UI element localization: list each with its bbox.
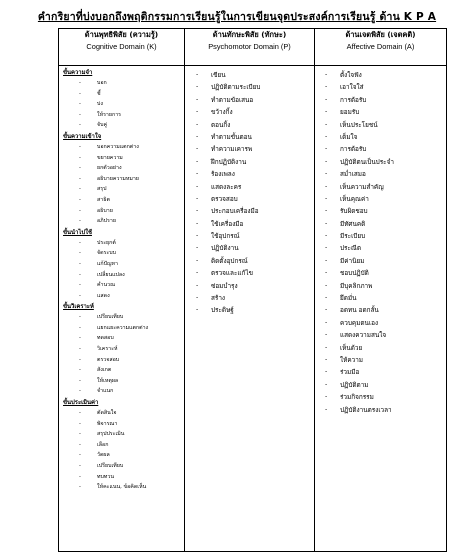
bullet-dash: - [196,256,199,264]
psychomotor-column-cell [185,66,315,552]
list-item [185,292,314,304]
verb-text: สรุป [97,186,107,193]
verb-text: ทบทวน [97,473,114,480]
verb-text: สม่ำเสมอ [340,170,366,179]
list-item [59,291,184,302]
verb-text: จำแนก [97,388,114,395]
list-item [185,143,314,155]
cognitive-heading-english: Cognitive Domain (K) [86,42,157,51]
bullet-dash: - [79,196,81,203]
bullet-dash: - [79,207,81,214]
list-item [315,94,446,106]
affective-column-cell [315,66,447,552]
list-item [185,205,314,217]
verb-text: สรุปประเมิน [97,431,125,438]
verb-text: ปฏิบัติตามระเบียบ [211,83,261,92]
list-item [315,193,446,205]
bullet-dash: - [325,281,328,289]
list-item [185,168,314,180]
bullet-dash: - [325,120,328,128]
verb-text: เห็นด้วย [340,343,363,352]
list-item [185,131,314,143]
section-heading: ขั้นวิเคราะห์ [63,304,94,311]
list-item [185,193,314,205]
list-item [185,106,314,118]
bullet-dash: - [325,157,328,165]
list-item [315,317,446,329]
verb-text: เปรียบเทียบ [97,463,124,469]
list-item [315,242,446,254]
verb-text: มีระเบียบ [340,232,366,241]
bullet-dash: - [325,244,328,252]
bullet-dash: - [196,294,199,302]
list-item [315,156,446,168]
list-item [59,142,184,153]
list-item [59,376,184,387]
verb-text: ยกตัวอย่าง [97,165,122,172]
verb-text: ปฏิบัติงานตรงเวลา [340,405,392,414]
bullet-dash: - [196,132,199,140]
behavior-verbs-table [58,28,447,552]
verb-text: ตอนกิ้ง [211,120,231,129]
list-item [315,342,446,354]
list-item [315,218,446,230]
verb-text: เปลี่ยนแปลง [97,271,125,278]
verb-text: อภิปราย [97,218,116,225]
list-item [315,168,446,180]
bullet-dash: - [196,194,199,202]
list-item [59,174,184,185]
verb-text: บอก [97,80,107,86]
list-item [59,195,184,206]
page-title: คำกริยาที่บ่งบอกถึงพฤติกรรมการเรียนรู้ในการเขียนจุดประสงค์การเรียนรู้ ด้าน K P A [37,11,437,23]
list-item [59,99,184,110]
bullet-dash: - [196,170,199,178]
list-item [315,354,446,366]
verb-text: เห็นคุณค่า [340,194,369,203]
verb-text: ตรวจสอบ [211,194,238,203]
list-item [315,292,446,304]
bullet-dash: - [325,71,328,78]
bullet-dash: - [325,368,328,376]
bullet-dash: - [325,182,328,190]
list-item [59,365,184,376]
list-item [59,461,184,472]
list-item [59,238,184,249]
list-item [185,94,314,106]
bullet-dash: - [325,380,328,388]
bullet-dash: - [196,207,199,215]
verb-text: ปฏิบัติตาม [340,380,369,389]
bullet-dash: - [79,186,81,193]
list-item [315,143,446,155]
list-item [59,355,184,366]
section-heading: ขั้นนำไปใช้ [63,229,92,236]
list-item [59,163,184,174]
bullet-dash: - [79,377,81,384]
verb-text: คำนวณ [97,282,116,289]
list-item [315,255,446,267]
verb-text: มีบุคลิกภาพ [340,281,373,290]
bullet-dash: - [79,111,81,118]
verb-text: จับคู่ [97,122,108,129]
bullet-dash: - [325,207,328,215]
verb-text: ซ่อมบำรุง [211,281,238,290]
list-item [315,181,446,193]
bullet-dash: - [325,405,328,413]
verb-text: เห็นประโยชน์ [340,120,378,129]
verb-text: ขว้างกิ้ง [211,108,233,117]
list-item [315,366,446,378]
list-item [315,280,446,292]
cognitive-heading-thai: ด้านพุทธิพิสัย (ความรู้) [84,30,159,39]
psychomotor-heading-english: Psychomotor Domain (P) [208,42,291,51]
verb-text: ใช้เครื่องมือ [211,219,244,228]
bullet-dash: - [196,281,199,289]
list-item [59,482,184,493]
affective-verb-list [315,66,446,416]
bullet-dash: - [196,83,199,91]
list-item [185,242,314,254]
bullet-dash: - [196,232,199,240]
list-item [59,259,184,270]
list-item [315,205,446,217]
bullet-dash: - [79,143,81,150]
bullet-dash: - [79,388,81,395]
bullet-dash: - [79,473,81,480]
verb-text: พิจารณา [97,420,118,427]
verb-text: การต้อรับ [340,95,367,104]
bullet-dash: - [79,90,81,97]
verb-text: อธิบาย [97,207,113,214]
bullet-dash: - [196,108,199,116]
bullet-dash: - [196,182,199,190]
verb-text: ยึดมั่น [340,294,357,303]
verb-text: เลือก [97,441,109,448]
verb-text: ให้รายการ [97,111,122,118]
verb-text: บอกความแตกต่าง [97,143,139,150]
verb-text: ทดสอบ [97,335,114,342]
verb-text: ควบคุมตนเอง [340,318,379,327]
section-heading: ขั้นความจำ [63,70,93,76]
verb-text: บ่ง [97,101,103,108]
list-item [59,153,184,164]
column-header-cognitive [59,29,185,66]
bullet-dash: - [325,294,328,302]
verb-text: สร้าง [211,294,226,303]
list-item [185,267,314,279]
verb-text: ประดิษฐ์ [211,306,234,315]
verb-text: ชอบปฏิบัติ [340,269,369,278]
bullet-dash: - [79,441,81,448]
list-item [185,218,314,230]
list-item [185,156,314,168]
bullet-dash: - [79,335,81,342]
bullet-dash: - [79,80,81,86]
verb-text: ขยายความ [97,154,123,161]
verb-text: ชี้ [97,90,101,97]
bullet-dash: - [79,314,81,321]
list-item [59,78,184,89]
list-item [185,255,314,267]
list-item [315,404,446,416]
list-item [59,429,184,440]
list-item [185,119,314,131]
verb-text: มีค่านิยม [340,256,365,265]
verb-text: ตัดสินใจ [97,410,117,417]
list-item [315,106,446,118]
bullet-dash: - [79,484,81,491]
bullet-dash: - [196,120,199,128]
verb-text: ตั้งใจฟัง [340,71,362,79]
bullet-dash: - [325,219,328,227]
bullet-dash: - [325,343,328,351]
bullet-dash: - [325,355,328,363]
list-item [315,230,446,242]
verb-text: ให้เหตุผล [97,377,119,384]
list-item [59,184,184,195]
list-item [185,181,314,193]
bullet-dash: - [79,367,81,374]
list-item [59,89,184,100]
verb-text: จัดระบบ [97,250,116,257]
bullet-dash: - [325,194,328,202]
affective-heading-english: Affective Domain (A) [346,42,415,51]
list-item [59,206,184,217]
bullet-dash: - [325,145,328,153]
list-item [185,69,314,81]
verb-text: เต็มใจ [340,132,358,141]
verb-text: แก้ปัญหา [97,260,118,267]
bullet-dash: - [79,292,81,299]
verb-text: แสดง [97,292,110,299]
verb-text: วิเคราะห์ [97,346,118,353]
verb-text: ให้ความ [340,355,363,364]
verb-text: ตรวจสอบ [97,356,120,363]
bullet-dash: - [79,218,81,225]
list-item [315,119,446,131]
bullet-dash: - [196,71,199,78]
verb-text: วัดผล [97,452,110,459]
list-item [315,304,446,316]
list-item [59,280,184,291]
bullet-dash: - [325,331,328,339]
list-item [315,81,446,93]
verb-text: แสดงละคร [211,182,242,191]
list-item [59,323,184,334]
cognitive-column-cell [59,66,185,552]
list-item [59,408,184,419]
bullet-dash: - [325,393,328,401]
list-item [185,280,314,292]
verb-text: อธิบายความหมาย [97,175,139,182]
verb-text: มีทัศนคติ [340,219,366,228]
list-item [185,304,314,316]
list-item [59,472,184,483]
verb-text: ปฏิบัติตนเป็นประจำ [340,157,394,166]
verb-text: การต้อรับ [340,145,367,154]
verb-text: ยอมรับ [340,108,360,117]
verb-text: สาธิต [97,196,110,203]
bullet-dash: - [325,108,328,116]
list-item [59,344,184,355]
list-item [59,333,184,344]
list-item [59,270,184,281]
list-item [59,312,184,323]
bullet-dash: - [325,256,328,264]
bullet-dash: - [79,260,81,267]
bullet-dash: - [79,356,81,363]
list-item [59,120,184,131]
bullet-dash: - [196,219,199,227]
list-item [59,450,184,461]
bullet-dash: - [196,269,199,277]
list-item [315,69,446,81]
verb-text: ฝึกปฏิบัติงาน [211,157,247,166]
bullet-dash: - [196,306,199,314]
bullet-dash: - [79,282,81,289]
verb-text: ร่วมกิจกรรม [340,393,374,402]
bullet-dash: - [79,410,81,417]
list-item [59,419,184,430]
section-heading: ขั้นความเข้าใจ [63,133,102,140]
list-item [59,216,184,227]
verb-text: ให้คะแนน, ข้อคิดเห็น [97,484,147,491]
bullet-dash: - [325,170,328,178]
bullet-dash: - [325,95,328,103]
bullet-dash: - [79,101,81,108]
bullet-dash: - [79,346,81,353]
verb-text: แสดงความสนใจ [340,331,387,340]
verb-text: ประยุกต์ [97,239,116,246]
verb-text: แยกแยะความแตกต่าง [97,324,149,331]
verb-text: ปฏิบัติงาน [211,244,239,253]
verb-text: ประกอบเครื่องมือ [211,207,259,216]
verb-text: เอาใจใส่ [340,83,364,92]
verb-text: ทำความเคารพ [211,145,253,154]
list-item [315,267,446,279]
bullet-dash: - [325,132,328,140]
bullet-dash: - [196,157,199,165]
bullet-dash: - [196,95,199,103]
verb-text: รับผิดชอบ [340,207,368,216]
bullet-dash: - [325,318,328,326]
bullet-dash: - [79,463,81,469]
bullet-dash: - [79,154,81,161]
bullet-dash: - [79,175,81,182]
verb-text: ประณีต [340,244,362,253]
list-item [315,329,446,341]
psychomotor-heading-thai: ด้านทักษะพิสัย (ทักษะ) [212,30,287,39]
verb-text: เขียน [211,71,226,79]
bullet-dash: - [79,122,81,129]
bullet-dash: - [325,306,328,314]
list-item [185,81,314,93]
column-header-affective [315,29,447,66]
verb-text: อดทน อดกลั้น [340,306,379,315]
column-header-psychomotor [185,29,315,66]
bullet-dash: - [79,420,81,427]
verb-text: ทำตามขั้นตอน [211,132,252,141]
bullet-dash: - [325,232,328,240]
verb-text: เห็นความสำคัญ [340,182,384,191]
psychomotor-verb-list [185,66,314,317]
bullet-dash: - [79,165,81,172]
bullet-dash: - [79,250,81,257]
bullet-dash: - [79,324,81,331]
verb-text: สังเกต [97,367,112,374]
list-item [59,248,184,259]
list-item [185,230,314,242]
list-item [315,379,446,391]
bullet-dash: - [79,239,81,246]
cognitive-verb-list [59,66,184,493]
section-heading: ขั้นประเมินค่า [63,400,99,407]
bullet-dash: - [79,452,81,459]
verb-text: ร้องเพลง [211,170,235,179]
affective-heading-thai: ด้านเจตพิสัย (เจตคติ) [345,30,416,39]
verb-text: ใช้อุปกรณ์ [211,232,240,241]
bullet-dash: - [325,83,328,91]
bullet-dash: - [79,271,81,278]
bullet-dash: - [196,145,199,153]
bullet-dash: - [79,431,81,438]
verb-text: ร่วมมือ [340,368,360,377]
verb-text: ติดตั้งอุปกรณ์ [211,256,248,265]
verb-text: ตรวจและแก้ไข [211,269,253,278]
list-item [59,440,184,451]
bullet-dash: - [196,244,199,252]
verb-text: ทำตามข้อเสนอ [211,95,254,104]
verb-text: เปรียบเทียบ [97,314,124,321]
list-item [315,131,446,143]
list-item [315,391,446,403]
list-item [59,110,184,121]
bullet-dash: - [325,269,328,277]
list-item [59,386,184,397]
